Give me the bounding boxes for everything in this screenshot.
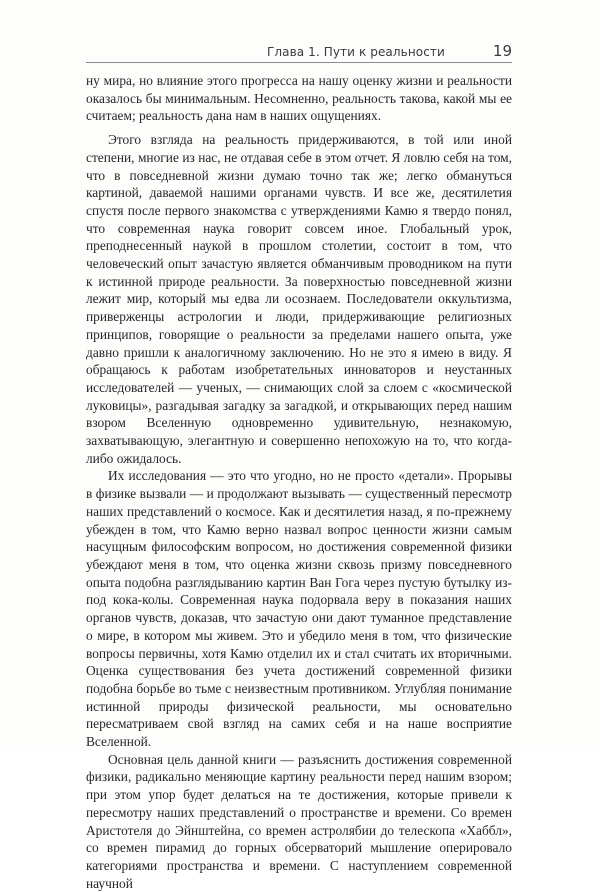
paragraph-continuation: ну мира, но влияние этого прогресса на нашу оценку жизни и реальности оказалось бы минимальным. Несомненно, реальность такова, какой мы ее считаем; реальность дана нам в наших ощущениях. bbox=[86, 73, 512, 124]
paragraph: Основная цель данной книги — разъяснить достижения современной физики, радикально меняющие картину реальности перед нашим взором; при этом упор будет делаться на те достижения, которые привели к пересмотру наших представлений о пространстве и времени. Со времен Аристотеля до Эйнштейна, со времен астролябии до телескопа «Хаббл», со времен пирамид до горных обсерваторий мышление оперировало категориями пространства и времени. С наступлением современной научной bbox=[86, 751, 512, 891]
paragraph: Их исследования — это что угодно, но не просто «детали». Прорывы в физике вызвали — и продолжают вызывать — существенный пересмотр наших представлений о космосе. Как и десятилетия назад, я по-прежнему убежден в том, что Камю верно назвал вопрос ценности жизни самым насущным философским вопросом, но достижения современной физики убеждают меня в том, что оценка жизни сквозь призму повседневного опыта подобна разглядыванию картин Ван Гога через пустую бутылку из-под кока-колы. Современная наука подорвала веру в показания наших органов чувств, доказав, что зачастую они дают туманное представление о мире, в котором мы живем. Это и убедило меня в том, что физические вопросы первичны, хотя Камю отделил их и стал считать их вторичными. Оценка существования без учета достижений современной физики подобна борьбе во тьме с неизвестным противником. Углубляя понимание истинной природы физической реальности, мы основательно пересматриваем свой взгляд на самих себя и на наше восприятие Вселенной. bbox=[86, 468, 512, 750]
running-head: Глава 1. Пути к реальности bbox=[266, 45, 445, 59]
paragraph: Этого взгляда на реальность придерживаются, в той или иной степени, многие из нас, не отдавая себе в этом отчет. Я ловлю себя на том, что в повседневной жизни думаю точно так же; легко обмануться картиной, даваемой нашими органами чувств. И все же, десятилетия спустя после первого знакомства с утверждениями Камю я твердо понял, что современная наука говорит совсем иное. Глобальный урок, преподнесенный наукой в прошлом столетии, состоит в том, что человеческий опыт зачастую является обманчивым проводником на пути к истинной природе реальности. За поверхностью повседневной жизни лежит мир, который мы едва ли осознаем. Последователи оккультизма, приверженцы астрологии и люди, придерживающие религиозных принципов, говорящие о реальности за пределами нашего опыта, уже давно пришли к аналогичному заключению. Но не это я имею в виду. Я обращаюсь к работам изобретательных инноваторов и неустанных исследователей — ученых, — снимающих слой за слоем с «космической луковицы», разгадывая загадку за загадкой, и открывающих перед нашим взором Вселенную одновременно удивительную, незнакомую, захватывающую, элегантную и совершенно непохожую на то, что когда-либо ожидалось. bbox=[86, 132, 512, 466]
page-header bbox=[86, 40, 512, 63]
body-text bbox=[86, 72, 512, 892]
page-number: 19 bbox=[492, 42, 512, 60]
